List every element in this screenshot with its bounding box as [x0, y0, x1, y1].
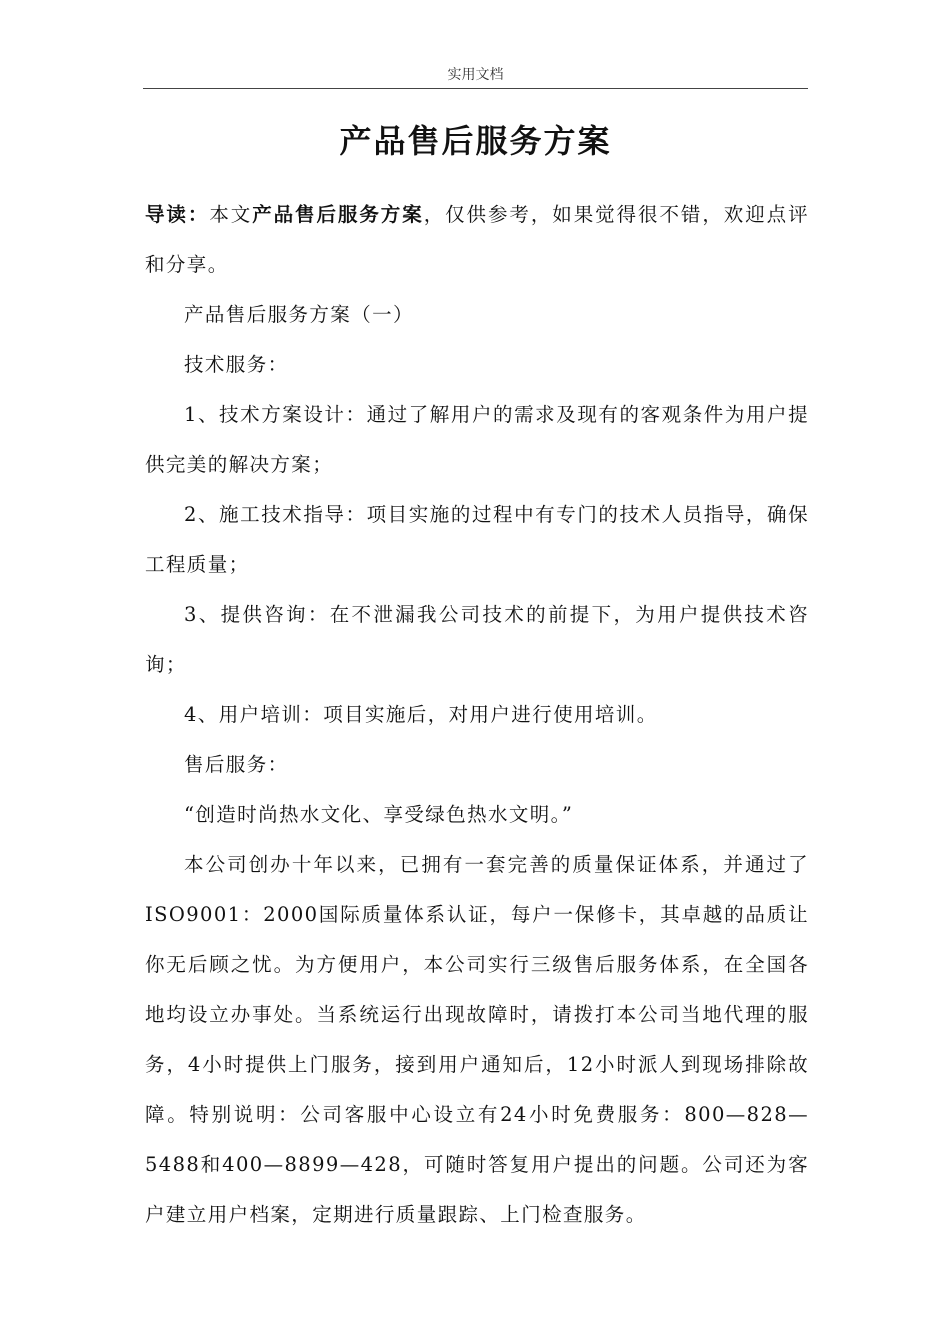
section-heading-1: 产品售后服务方案（一） — [184, 303, 414, 326]
intro-text-1: 本文 — [209, 203, 253, 226]
paragraph-item-3: 3、提供咨询：在不泄漏我公司技术的前提下，为用户提供技术咨询； — [145, 603, 809, 676]
page-header: 实用文档 — [447, 67, 504, 83]
slogan-paragraph: “创造时尚热水文化、享受绿色热水文明。” — [184, 803, 574, 826]
intro-paragraph — [145, 190, 809, 290]
intro-lead: 导读： — [145, 203, 210, 226]
intro-bold-title: 产品售后服务方案 — [252, 203, 424, 226]
paragraph-item-2: 2、施工技术指导：项目实施的过程中有专门的技术人员指导，确保工程质量； — [145, 503, 809, 576]
paragraph-item-1: 1、技术方案设计：通过了解用户的需求及现有的客观条件为用户提供完美的解决方案； — [145, 403, 809, 476]
body-paragraph: 本公司创办十年以来，已拥有一套完善的质量保证体系，并通过了ISO9001：2000国际质量体系认证，每户一保修卡，其卓越的品质让你无后顾之忧。为方便用户，本公司实行三级售后服务体系，在全国各地均设立办事处。当系统运行出现故障时，请拨打本公司当地代理的服务，4小时提供上门服务，接到用户通知后，12小时派人到现场排除故障。特别说明：公司客服中心设立有24小时免费服务：800—828—5488和400—8899—428，可随时答复用户提出的问题。公司还为客户建立用户档案，定期进行质量跟踪、上门检查服务。 — [145, 853, 809, 1226]
paragraph-item-4: 4、用户培训：项目实施后，对用户进行使用培训。 — [184, 703, 658, 726]
header-divider — [143, 88, 808, 89]
document-title: 产品售后服务方案 — [339, 122, 612, 160]
document-body — [145, 190, 809, 1240]
subheading-after-sales: 售后服务： — [184, 753, 289, 776]
subheading-tech-service: 技术服务： — [184, 353, 289, 376]
intro-text-2: ，仅供参考，如果觉得很不错，欢迎点评和分享。 — [145, 203, 809, 276]
